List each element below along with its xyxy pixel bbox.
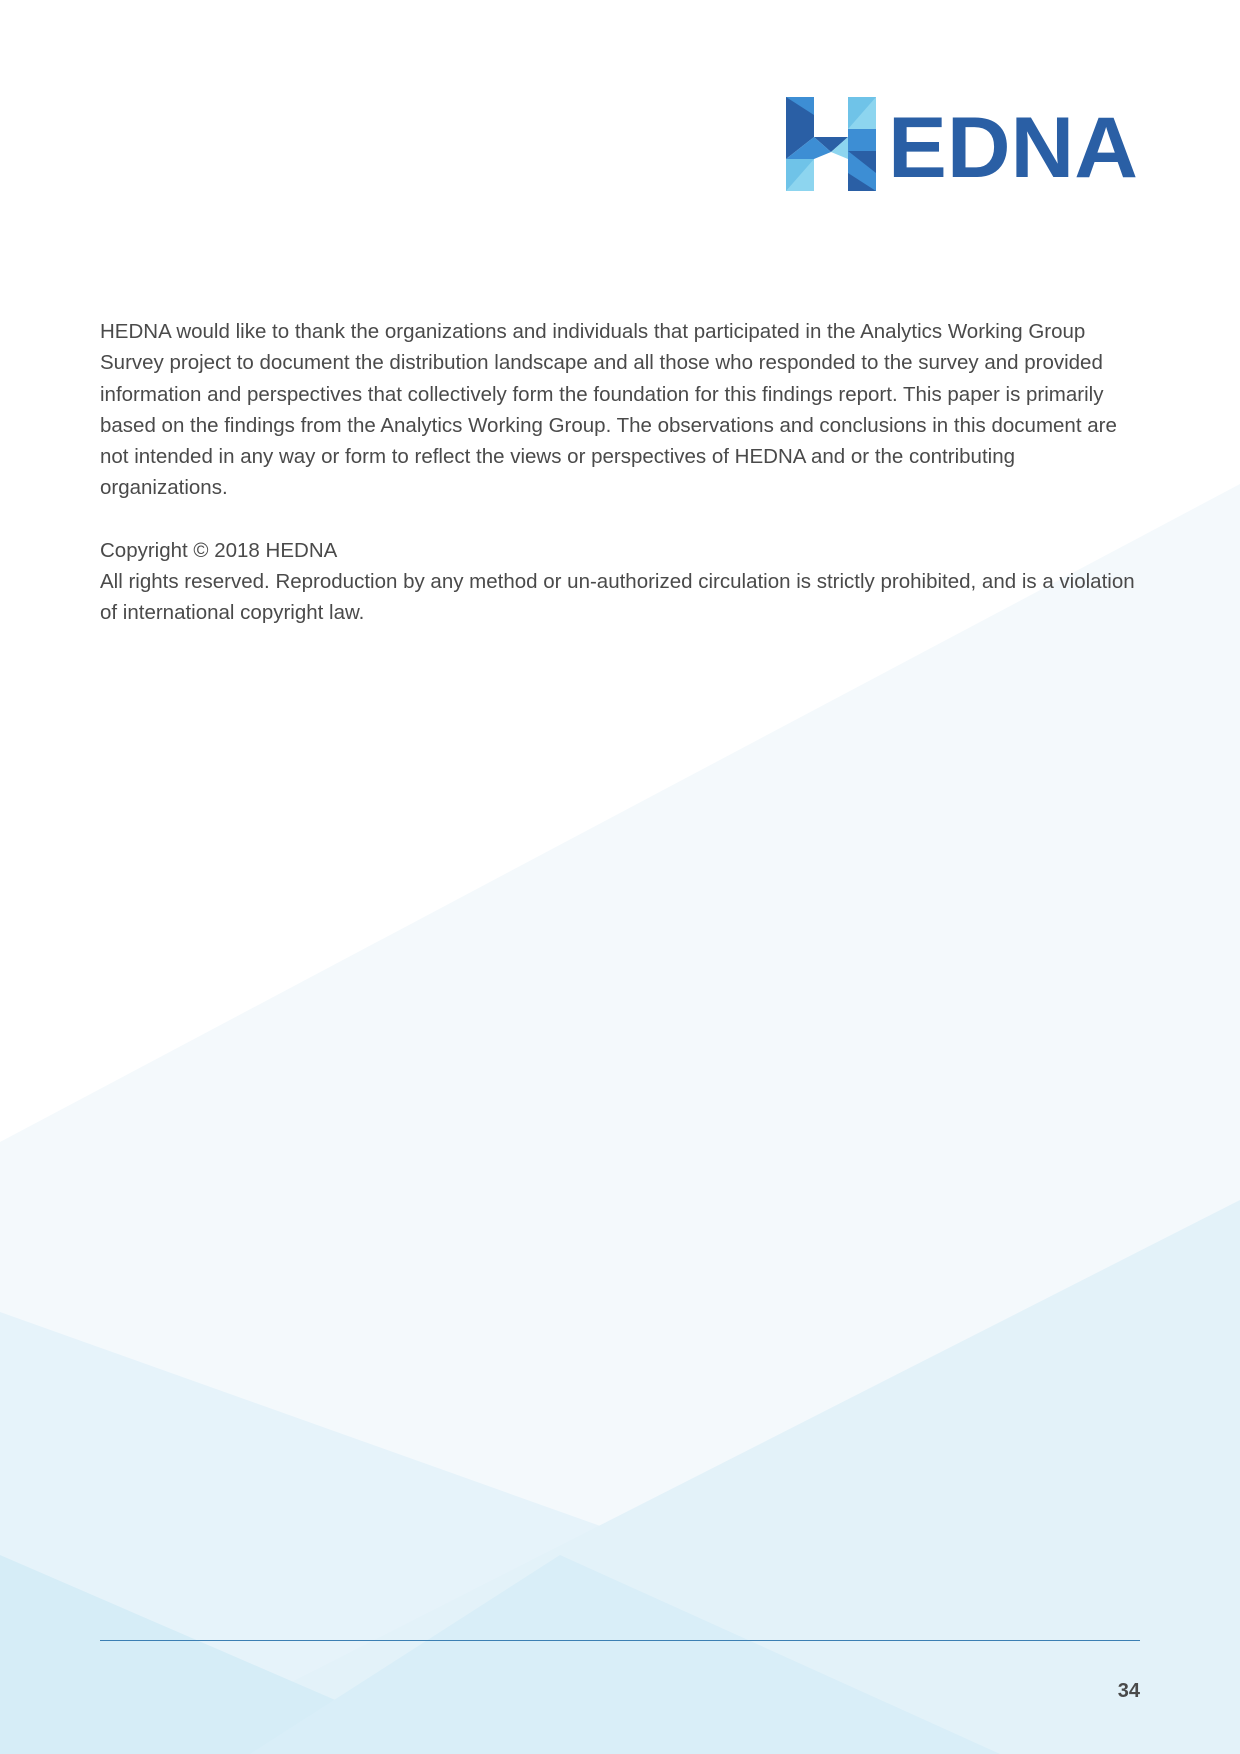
logo-wordmark: EDNA (888, 100, 1138, 191)
page-number: 34 (1117, 1680, 1140, 1702)
copyright-line: Copyright © 2018 HEDNA (100, 538, 338, 562)
acknowledgement-paragraph: HEDNA would like to thank the organizations and individuals that participated in the Analytics Working Group Survey project to document the distribution landscape and all those who responded to the survey and provided information and perspectives that collectively form the foundation for this findings report. This paper is primarily based on the findings from the Analytics Working Group. The observations and conclusions in this document are not intended in any way or form to reflect the views or perspectives of HEDNA and or the contributing organizations. (100, 320, 1117, 500)
main-content (100, 316, 1145, 629)
footer-divider (100, 1640, 1140, 1641)
hedna-logo (786, 97, 1141, 191)
rights-statement: All rights reserved. Reproduction by any method or un-authorized circulation is strictly prohibited, and is a violation of international copyright law. (100, 570, 1135, 625)
logo-h-mark (786, 97, 876, 191)
